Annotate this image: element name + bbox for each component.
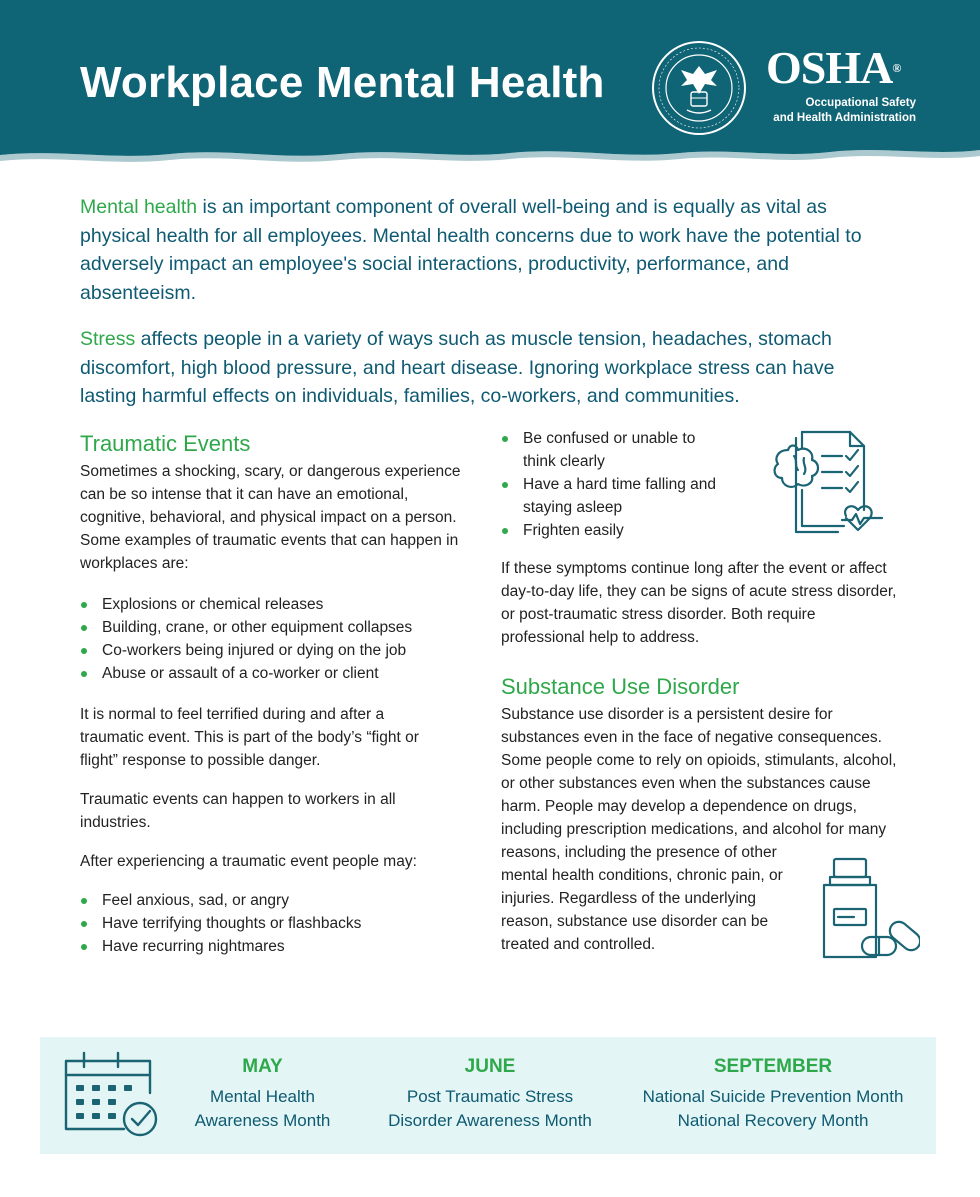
substance-use-heading: Substance Use Disorder <box>501 674 740 699</box>
fight-or-flight-text: It is normal to feel terrified during and after a traumatic event. This is part of the body’s “fight or flight” response to possible danger. <box>80 706 419 769</box>
page-title: Workplace Mental Health <box>80 58 605 107</box>
dol-seal-icon <box>651 40 747 136</box>
pill-bottle-icon <box>818 855 920 963</box>
osha-subtitle-line-1: Occupational Safety <box>805 97 916 109</box>
month-september <box>628 1055 918 1133</box>
intro-paragraph-mental-health <box>80 193 880 307</box>
list-item: Frighten easily <box>501 519 726 542</box>
after-event-text: After experiencing a traumatic event people may: <box>80 853 417 870</box>
traumatic-intro-text: Sometimes a shocking, scary, or dangerous experience can be so intense that it can have an emotional, cognitive, behavioral, and physical impact on a person. Some examples of traumatic events that can happen in workplaces are: <box>80 463 461 572</box>
osha-logo <box>766 44 916 126</box>
list-item: Abuse or assault of a co-worker or client <box>80 662 475 685</box>
osha-wordmark: OSHA® <box>766 42 902 93</box>
left-column <box>80 430 475 958</box>
list-item: Co-workers being injured or dying on the job <box>80 639 475 662</box>
month-observance-line-2: National Recovery Month <box>677 1111 869 1130</box>
traumatic-examples-list <box>80 593 475 685</box>
month-observance-line-2: Awareness Month <box>194 1111 331 1130</box>
header-banner <box>0 0 980 165</box>
substance-use-body: Substance use disorder is a persistent desire for substances even in the face of negative consequences. Some people come to rely on opioids, stimulants, alcohol, or other substances even when the substances cause harm. People may develop a dependence on drugs, including prescription medications, and alcohol for many reasons, including the presence of other mental health conditions, chronic pain, or injuries. Regardless of the underlying reason, substance use disorder can be treated and controlled. <box>501 706 897 953</box>
month-name: JUNE <box>464 1056 516 1077</box>
all-industries-text: Traumatic events can happen to workers in all industries. <box>80 791 396 831</box>
brain-checklist-icon <box>772 428 897 543</box>
month-june <box>375 1055 605 1133</box>
list-item: Feel anxious, sad, or angry <box>80 889 475 912</box>
intro-paragraph-2-text: affects people in a variety of ways such as muscle tension, headaches, stomach discomfort, high blood pressure, and heart disease. Ignoring workplace stress can have lasting harmful effects on individuals, families, co-workers, and communities. <box>80 328 835 407</box>
mental-health-highlight: Mental health <box>80 196 198 218</box>
osha-subtitle-line-2: and Health Administration <box>773 112 916 124</box>
month-observance-line-2: Disorder Awareness Month <box>388 1111 592 1130</box>
list-item: Have a hard time falling and staying asleep <box>501 473 726 519</box>
after-event-list <box>80 889 475 958</box>
traumatic-events-heading: Traumatic Events <box>80 431 251 456</box>
month-name: SEPTEMBER <box>713 1056 833 1077</box>
list-item: Explosions or chemical releases <box>80 593 475 616</box>
month-observance-line-1: Mental Health <box>210 1087 315 1106</box>
awareness-months-banner <box>40 1037 936 1154</box>
after-event-list-continued <box>501 427 726 542</box>
calendar-check-icon <box>62 1049 162 1139</box>
list-item: Building, crane, or other equipment collapses <box>80 616 475 639</box>
intro-paragraph-stress <box>80 325 880 411</box>
list-item: Be confused or unable to think clearly <box>501 427 726 473</box>
intro-paragraph-1-text: is an important component of overall well-being and is equally as vital as physical health for all employees. Mental health concerns due to work have the potential to adversely impact an employee's social interactions, productivity, performance, and absenteeism. <box>80 196 862 304</box>
stress-highlight: Stress <box>80 328 136 350</box>
month-name: MAY <box>242 1056 283 1077</box>
symptoms-text: If these symptoms continue long after the event or affect day-to-day life, they can be signs of acute stress disorder, or post-traumatic stress disorder. Both require professional help to address. <box>501 560 897 646</box>
list-item: Have recurring nightmares <box>80 935 475 958</box>
list-item: Have terrifying thoughts or flashbacks <box>80 912 475 935</box>
month-observance-line-1: Post Traumatic Stress <box>406 1087 574 1106</box>
month-observance-line-1: National Suicide Prevention Month <box>642 1087 904 1106</box>
month-may <box>180 1055 345 1133</box>
